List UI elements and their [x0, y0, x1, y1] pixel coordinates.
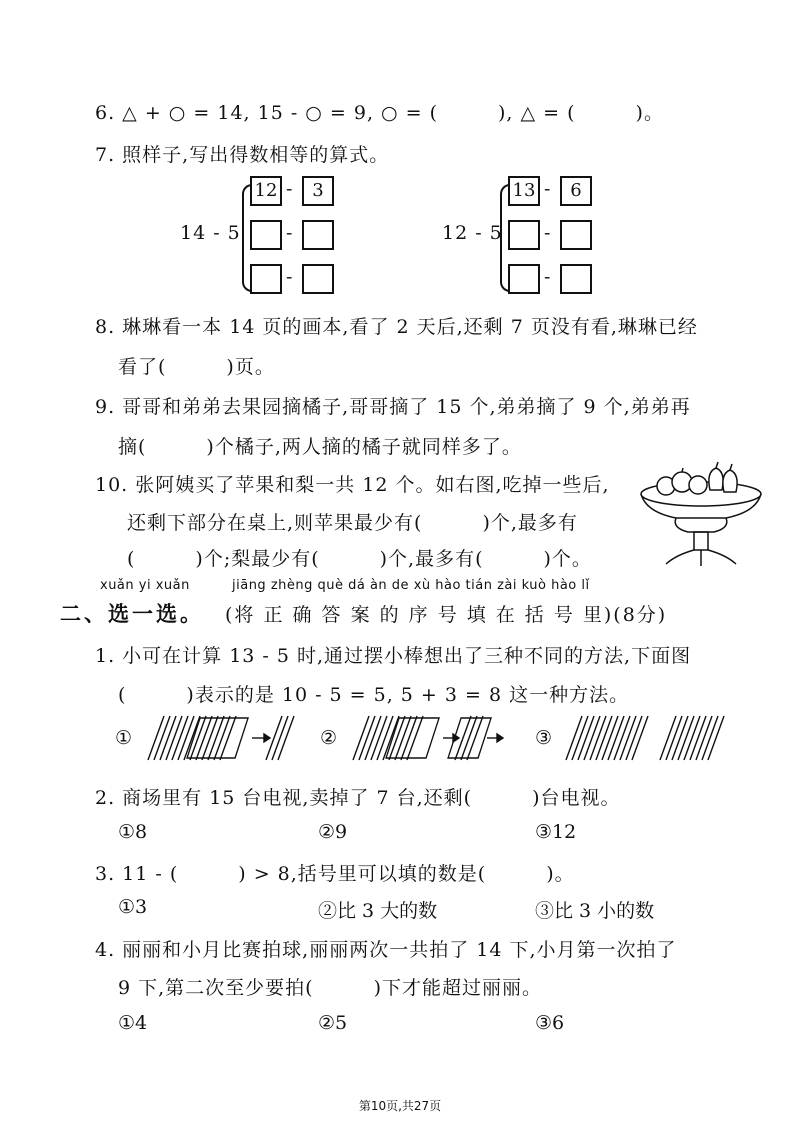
choice-2-question: 2. 商场里有 15 台电视,卖掉了 7 台,还剩( )台电视。 [95, 787, 621, 809]
choice-1-option-1-sticks [140, 712, 300, 764]
choice-2-option-3[interactable]: ③12 [535, 821, 577, 843]
q7-left-minus-3: - [286, 266, 293, 288]
choice-1-option-2-label[interactable]: ② [320, 727, 338, 749]
q7-right-blank-2a[interactable] [508, 264, 540, 294]
question-7: 7. 照样子,写出得数相等的算式。 [95, 144, 390, 166]
choice-4-line-1: 4. 丽丽和小月比赛拍球,丽丽两次一共拍了 14 下,小月第一次拍了 [95, 939, 677, 961]
q7-left-minus-1: - [286, 178, 293, 200]
page-number-footer: 第10页,共27页 [358, 1099, 442, 1113]
q7-left-label: 14 - 5 [180, 222, 241, 244]
question-9-line-2: 摘( )个橘子,两人摘的橘子就同样多了。 [118, 436, 522, 458]
choice-4-option-3[interactable]: ③6 [535, 1012, 565, 1034]
choice-3-option-3[interactable]: ③比 3 小的数 [535, 900, 655, 922]
choice-1-line-1: 1. 小可在计算 13 - 5 时,通过摆小棒想出了三种不同的方法,下面图 [95, 645, 692, 667]
q7-right-label: 12 - 5 [442, 222, 503, 244]
q7-left-group [180, 172, 350, 302]
choice-1-option-2-sticks [345, 712, 515, 764]
choice-3-option-2[interactable]: ②比 3 大的数 [318, 900, 438, 922]
q7-left-blank-2b[interactable] [302, 264, 334, 294]
choice-4-option-2[interactable]: ②5 [318, 1012, 348, 1034]
q7-left-example-b: 3 [302, 176, 334, 206]
choice-4-option-1[interactable]: ①4 [118, 1012, 148, 1034]
choice-1-option-3-label[interactable]: ③ [535, 727, 553, 749]
choice-1-option-3-sticks [560, 712, 740, 764]
q7-right-minus-2: - [544, 222, 551, 244]
choice-1-option-1-label[interactable]: ① [115, 727, 133, 749]
q7-right-group [442, 172, 612, 302]
q7-left-blank-1a[interactable] [250, 220, 282, 250]
q7-right-blank-1b[interactable] [560, 220, 592, 250]
section-2-pinyin-instruction: jiāng zhèng què dá àn de xù hào tián zài kuò hào lǐ [232, 578, 590, 593]
q7-right-blank-2b[interactable] [560, 264, 592, 294]
section-2-title: 二、选一选。 [60, 602, 204, 626]
choice-3-option-1[interactable]: ①3 [118, 896, 148, 918]
section-2-pinyin-title: xuǎn yi xuǎn [100, 578, 190, 593]
q7-right-minus-1: - [544, 178, 551, 200]
q7-left-blank-2a[interactable] [250, 264, 282, 294]
choice-3-question: 3. 11 - ( ) > 8,括号里可以填的数是( )。 [95, 863, 575, 885]
question-8-line-2: 看了( )页。 [118, 356, 275, 378]
question-10-line-1: 10. 张阿姨买了苹果和梨一共 12 个。如右图,吃掉一些后, [95, 474, 610, 496]
choice-1-line-2: ( )表示的是 10 - 5 = 5, 5 + 3 = 8 这一种方法。 [118, 684, 630, 706]
q7-left-example-a: 12 [250, 176, 282, 206]
question-9-line-1: 9. 哥哥和弟弟去果园摘橘子,哥哥摘了 15 个,弟弟摘了 9 个,弟弟再 [95, 396, 691, 418]
q7-left-blank-1b[interactable] [302, 220, 334, 250]
question-6: 6. △ + ○ = 14, 15 - ○ = 9, ○ = ( ), △ = ( )。 [95, 102, 664, 124]
choice-2-option-2[interactable]: ②9 [318, 821, 348, 843]
question-10-line-2: 还剩下部分在桌上,则苹果最少有( )个,最多有 [127, 512, 578, 534]
section-2-instruction: (将 正 确 答 案 的 序 号 填 在 括 号 里)(8分) [225, 604, 668, 626]
q7-right-minus-3: - [544, 266, 551, 288]
fruit-table-illustration [636, 460, 766, 570]
q7-right-example-a: 13 [508, 176, 540, 206]
question-10-line-3: ( )个;梨最少有( )个,最多有( )个。 [127, 548, 592, 570]
question-8-line-1: 8. 琳琳看一本 14 页的画本,看了 2 天后,还剩 7 页没有看,琳琳已经 [95, 316, 698, 338]
choice-2-option-1[interactable]: ①8 [118, 821, 148, 843]
choice-4-line-2: 9 下,第二次至少要拍( )下才能超过丽丽。 [118, 977, 542, 999]
q7-right-blank-1a[interactable] [508, 220, 540, 250]
q7-left-minus-2: - [286, 222, 293, 244]
q7-right-example-b: 6 [560, 176, 592, 206]
